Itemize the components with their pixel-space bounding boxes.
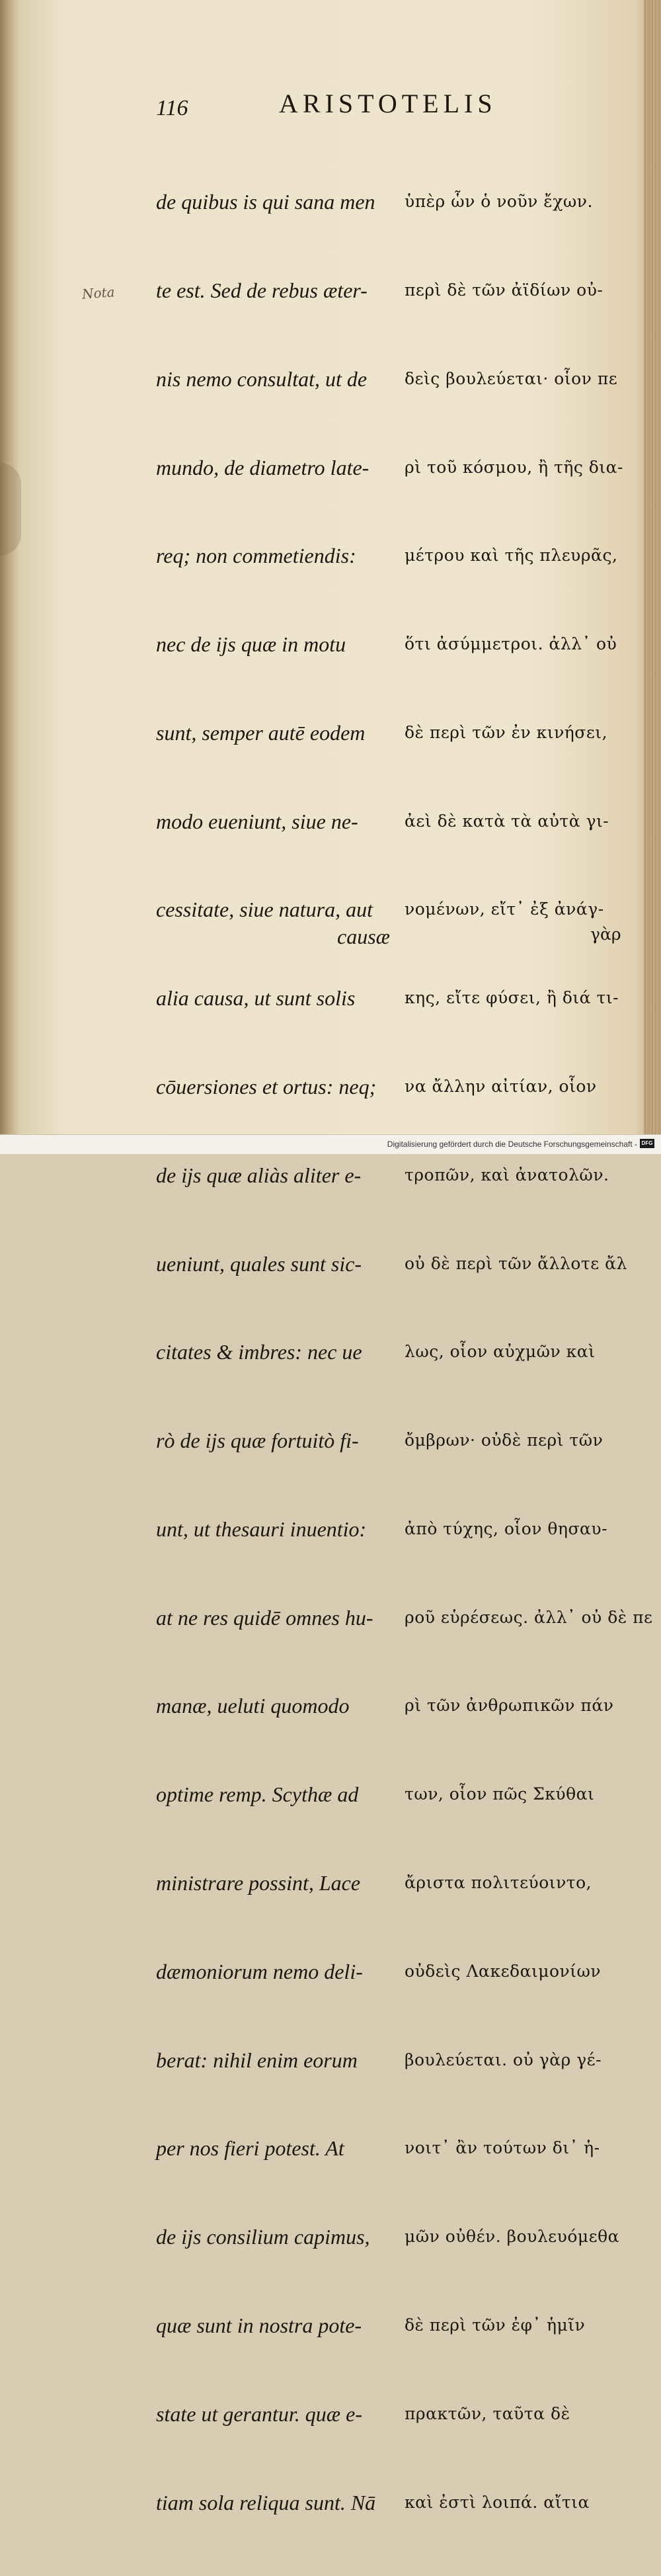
- greek-line: των, οἷον πῶς Σκύθαι: [405, 1784, 595, 1804]
- greek-line: ρὶ τῶν ἀνθρωπικῶν πάν: [405, 1696, 614, 1716]
- running-head: ARISTOTELIS: [279, 89, 497, 118]
- latin-line: at ne res quidē omnes hu-: [156, 1605, 373, 1630]
- margin-note: Nota: [81, 284, 116, 302]
- latin-line: manæ, ueluti quomodo: [156, 1694, 350, 1718]
- greek-line: ἄριστα πολιτεύοιντο,: [405, 1873, 592, 1893]
- greek-line: ὄμβρων· οὐδὲ περὶ τῶν: [405, 1431, 603, 1450]
- latin-line: per nos fieri potest. At: [156, 2136, 344, 2161]
- greek-line: λως, οἷον αὐχμῶν καὶ: [405, 1342, 596, 1362]
- greek-line: ἀπὸ τύχης, οἷον θησαυ-: [405, 1518, 608, 1538]
- latin-line: tiam sola reliqua sunt. Nā: [156, 2490, 376, 2514]
- greek-line: ὑπὲρ ὧν ὁ νοῦν ἔχων.: [405, 192, 593, 212]
- greek-line: καὶ ἐστὶ λοιπά. αἴτια: [405, 2492, 590, 2512]
- greek-line: μῶν οὐθέν. βουλευόμεθα: [405, 2227, 620, 2247]
- dfg-logo-icon: DFG: [640, 1139, 654, 1148]
- page-fold-mark: [0, 463, 21, 556]
- latin-line: modo eueniunt, siue ne-: [156, 809, 358, 833]
- greek-line: ὅτι ἀσύμμετροι. ἀλλ᾽ οὐ: [405, 634, 617, 654]
- latin-line: mundo, de diametro late-: [156, 455, 369, 479]
- greek-line: δὲ περὶ τῶν ἐν κινήσει,: [405, 722, 608, 742]
- latin-line: dæmoniorum nemo deli-: [156, 1959, 363, 1983]
- page-edge-texture: [644, 0, 661, 1153]
- footer-credit: Digitalisierung gefördert durch die Deutsche Forschungsgemeinschaft -: [387, 1140, 637, 1149]
- latin-line: ueniunt, quales sunt sic-: [156, 1251, 362, 1276]
- latin-line: quæ sunt in nostra pote-: [156, 2313, 362, 2337]
- greek-line: μέτρου καὶ τῆς πλευρᾶς,: [405, 546, 618, 565]
- greek-line: νοιτ᾽ ἂν τούτων δι᾽ ἡ-: [405, 2138, 600, 2158]
- latin-line: de ijs quæ aliàs aliter e-: [156, 1163, 362, 1187]
- page-number: 116: [156, 96, 188, 120]
- latin-line: req; non commetiendis:: [156, 544, 356, 568]
- latin-line: citates & imbres: nec ue: [156, 1340, 362, 1364]
- greek-line: ροῦ εὑρέσεως. ἀλλ᾽ οὐ δὲ πε: [405, 1607, 653, 1627]
- latin-line: de ijs consilium capimus,: [156, 2225, 370, 2249]
- latin-line: nis nemo consultat, ut de: [156, 366, 368, 391]
- latin-line: sunt, semper autē eodem: [156, 720, 366, 745]
- page-gutter-shadow: [0, 0, 19, 1153]
- greek-line: ἀεὶ δὲ κατὰ τὰ αὐτὰ γι-: [405, 811, 609, 831]
- latin-line: state ut gerantur. quæ e-: [156, 2401, 362, 2426]
- footer-bar: [0, 1134, 661, 1154]
- greek-line: να ἄλλην αἰτίαν, οἷον: [405, 1077, 597, 1096]
- latin-line: berat: nihil enim eorum: [156, 2048, 358, 2072]
- greek-line: δεὶς βουλεύεται· οἷον πε: [405, 368, 618, 388]
- greek-line: δὲ περὶ τῶν ἐφ᾽ ἡμῖν: [405, 2315, 586, 2335]
- latin-line: ministrare possint, Lace: [156, 1871, 361, 1895]
- greek-line: κης, εἴτε φύσει, ἢ διά τι-: [405, 988, 619, 1008]
- greek-line: βουλεύεται. οὐ γὰρ γέ-: [405, 2050, 602, 2069]
- latin-line: te est. Sed de rebus æter-: [156, 278, 368, 302]
- greek-line: περὶ δὲ τῶν ἀϊδίων οὐ-: [405, 280, 603, 300]
- greek-line: οὐδεὶς Λακεδαιμονίων: [405, 1961, 602, 1981]
- greek-line: ρὶ τοῦ κόσμου, ἢ τῆς δια-: [405, 457, 623, 477]
- latin-column: [156, 128, 385, 2576]
- latin-catchword: causæ: [337, 925, 390, 948]
- latin-line: de quibus is qui sana men: [156, 190, 375, 214]
- latin-line: cōuersiones et ortus: neq;: [156, 1075, 377, 1099]
- latin-line: nec de ijs quæ in motu: [156, 632, 346, 657]
- latin-line: unt, ut thesauri inuentio:: [156, 1517, 367, 1541]
- greek-line: πρακτῶν, ταῦτα δὲ: [405, 2403, 570, 2423]
- greek-catchword: γὰρ: [590, 925, 621, 944]
- latin-line: optime remp. Scythæ ad: [156, 1782, 359, 1807]
- latin-line: rò de ijs quæ fortuitò fi-: [156, 1429, 359, 1453]
- latin-line: alia causa, ut sunt solis: [156, 986, 356, 1011]
- greek-line: οὐ δὲ περὶ τῶν ἄλλοτε ἄλ: [405, 1253, 627, 1273]
- latin-line: cessitate, siue natura, aut: [156, 897, 373, 922]
- greek-line: νομένων, εἴτ᾽ ἐξ ἀνάγ-: [405, 899, 604, 919]
- greek-line: τροπῶν, καὶ ἀνατολῶν.: [405, 1165, 609, 1184]
